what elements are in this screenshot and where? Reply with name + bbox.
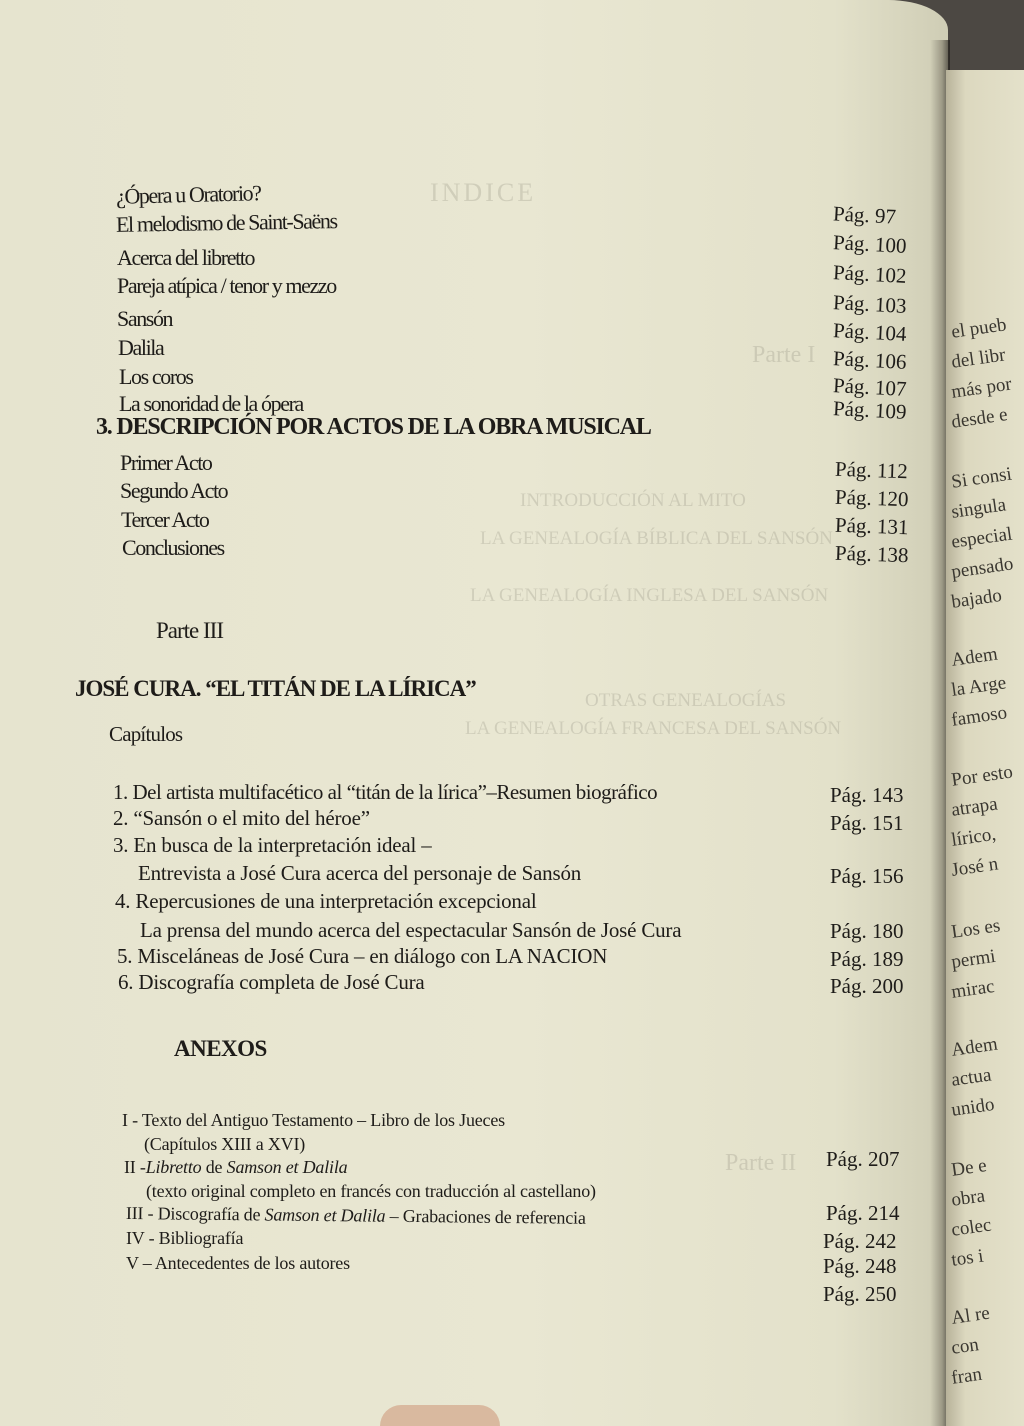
- toc-entry-page: Pág. 104: [832, 318, 908, 346]
- adjacent-page-fragment: con: [950, 1334, 981, 1359]
- adjacent-page-fragment: unido: [950, 1093, 996, 1121]
- adjacent-page-fragment: Adem: [950, 643, 999, 671]
- adjacent-page-fragment: obra: [950, 1185, 987, 1211]
- chapter-page: Pág. 180: [830, 919, 904, 943]
- annex-entry: V – Antecedentes de los autores: [126, 1253, 350, 1273]
- bleed-through-part1: Parte I: [752, 342, 816, 368]
- adjacent-page-fragment: lírico,: [950, 823, 998, 851]
- toc-entry-page: Pág. 120: [834, 484, 909, 512]
- adjacent-page-fragment: el pueb: [950, 314, 1008, 343]
- adjacent-page-fragment: famoso: [950, 702, 1009, 731]
- annex-entry: [126, 1203, 586, 1229]
- toc-entry-page: Pág. 97: [832, 201, 897, 229]
- annex-page: Pág. 242: [823, 1229, 897, 1253]
- annex-page: Pág. 250: [823, 1282, 897, 1306]
- annex-ii-italic-title: Samson et Dalila: [226, 1157, 348, 1177]
- toc-entry-page: Pág. 100: [832, 230, 908, 258]
- bleed-through-line: OTRAS GENEALOGÍAS: [585, 690, 787, 711]
- annex-page: Pág. 214: [826, 1201, 900, 1225]
- bleed-through-line: INTRODUCCIÓN AL MITO: [520, 490, 746, 511]
- adjacent-page-fragment: Los es: [950, 915, 1002, 943]
- toc-entry-page: Pág. 138: [834, 540, 909, 568]
- thumb-shadow: [380, 1405, 500, 1426]
- toc-entry-label: Conclusiones: [122, 535, 224, 560]
- chapter-page: Pág. 156: [830, 864, 904, 888]
- adjacent-page-fragment: la Arge: [950, 672, 1008, 701]
- adjacent-page-fragment: desde e: [950, 404, 1009, 433]
- bleed-through-line: LA GENEALOGÍA INGLESA DEL SANSÓN: [470, 585, 829, 606]
- adjacent-page-fragment: especial: [950, 523, 1014, 553]
- toc-entry-label: La sonoridad de la ópera: [119, 391, 303, 416]
- bleed-through-line: LA GENEALOGÍA BÍBLICA DEL SANSÓN: [480, 528, 833, 549]
- adjacent-page-fragment: Adem: [950, 1033, 999, 1061]
- adjacent-page-fragment: De e: [950, 1155, 988, 1181]
- chapter-page: Pág. 200: [830, 974, 904, 998]
- toc-entry-page: Pág. 106: [832, 346, 908, 374]
- adjacent-page-fragment: colec: [950, 1214, 993, 1241]
- adjacent-page-fragment: mirac: [950, 975, 996, 1003]
- adjacent-page-fragment: tos i: [950, 1245, 985, 1271]
- annex-entry: IV - Bibliografía: [126, 1228, 244, 1248]
- adjacent-page-fragment: del libr: [950, 344, 1007, 373]
- adjacent-page-fragment: Si consi: [950, 463, 1014, 493]
- toc-entry-page: Pág. 102: [832, 260, 908, 288]
- toc-entry-label: Sansón: [117, 306, 173, 331]
- adjacent-page-fragment: fran: [950, 1363, 984, 1389]
- chapter-entry-subline: Entrevista a José Cura acerca del personaje de Sansón: [138, 861, 582, 885]
- chapter-page: Pág. 143: [830, 783, 904, 807]
- adjacent-page-fragment: atrapa: [950, 793, 999, 821]
- toc-entry-page: Pág. 107: [832, 373, 908, 401]
- adjacent-page-fragment: permi: [950, 945, 997, 973]
- annex-page: Pág. 207: [826, 1147, 900, 1171]
- adjacent-page-fragment: Por esto: [950, 761, 1015, 791]
- annex-page: Pág. 248: [823, 1254, 897, 1278]
- toc-entry-label: Pareja atípica / tenor y mezzo: [117, 273, 336, 298]
- chapter-entry: 1. Del artista multifacético al “titán de la lírica”–Resumen biográfico: [113, 780, 658, 804]
- section-heading: 3. DESCRIPCIÓN POR ACTOS DE LA OBRA MUSICAL: [96, 414, 651, 440]
- part-label: Parte III: [156, 618, 223, 643]
- chapter-page: Pág. 151: [830, 811, 904, 835]
- adjacent-page-fragment: pensado: [950, 553, 1015, 583]
- adjacent-page-fragment: bajado: [950, 584, 1004, 613]
- toc-entry-label: Tercer Acto: [121, 507, 209, 532]
- annex-ii-italic-libretto: Libretto: [145, 1157, 202, 1177]
- chapter-entry: 4. Repercusiones de una interpretación excepcional: [115, 889, 537, 913]
- toc-entry-label: ¿Ópera u Oratorio?: [115, 180, 261, 209]
- toc-entry-page: Pág. 112: [834, 456, 909, 484]
- annex-ii-prefix: II -: [124, 1157, 146, 1177]
- chapter-entry: 3. En busca de la interpretación ideal –: [113, 833, 432, 857]
- toc-entry-label: Acerca del libretto: [117, 245, 255, 270]
- chapter-entry-subline: La prensa del mundo acerca del espectacular Sansón de José Cura: [140, 918, 682, 942]
- annexes-heading: ANEXOS: [174, 1036, 267, 1061]
- chapter-entry: 6. Discografía completa de José Cura: [118, 970, 425, 994]
- annex-iii-prefix: III - Discografía de: [125, 1203, 265, 1225]
- annex-ii-mid: de: [201, 1157, 227, 1177]
- toc-entry-page: Pág. 103: [832, 290, 908, 318]
- bleed-through-part2: Parte II: [725, 1150, 797, 1176]
- chapters-label: Capítulos: [109, 722, 183, 746]
- adjacent-page-fragment: José n: [950, 853, 1000, 881]
- chapter-page: Pág. 189: [830, 947, 904, 971]
- bleed-through-line: LA GENEALOGÍA FRANCESA DEL SANSÓN: [465, 718, 842, 739]
- toc-entry-label: Primer Acto: [120, 450, 212, 475]
- adjacent-page-fragment: singula: [950, 494, 1008, 523]
- toc-entry-page: Pág. 131: [834, 512, 909, 540]
- annex-entry-subline: (texto original completo en francés con traducción al castellano): [146, 1181, 596, 1201]
- chapter-entry: 5. Misceláneas de José Cura – en diálogo con LA NACION: [117, 944, 608, 968]
- part-title: JOSÉ CURA. “EL TITÁN DE LA LÍRICA”: [75, 676, 476, 701]
- toc-entry-page: Pág. 109: [832, 396, 908, 424]
- annex-entry-subline: (Capítulos XIII a XVI): [144, 1134, 306, 1154]
- adjacent-page-fragment: Al re: [950, 1302, 992, 1329]
- annex-iii-italic-title: Samson et Dalila: [264, 1204, 386, 1226]
- annex-entry: [124, 1157, 347, 1178]
- toc-entry-label: Segundo Acto: [120, 478, 228, 503]
- toc-entry-label: Los coros: [119, 364, 193, 389]
- adjacent-page-fragment: actua: [950, 1064, 993, 1091]
- toc-entry-label: El melodismo de Saint-Saëns: [115, 208, 337, 237]
- annex-entry: I - Texto del Antiguo Testamento – Libro de los Jueces: [122, 1110, 505, 1130]
- toc-entry-label: Dalila: [118, 335, 164, 360]
- bleed-through-title: INDICE: [430, 178, 537, 207]
- adjacent-page-fragment: más por: [950, 373, 1014, 403]
- annex-iii-suffix: – Grabaciones de referencia: [385, 1205, 586, 1228]
- chapter-entry: 2. “Sansón o el mito del héroe”: [113, 806, 370, 830]
